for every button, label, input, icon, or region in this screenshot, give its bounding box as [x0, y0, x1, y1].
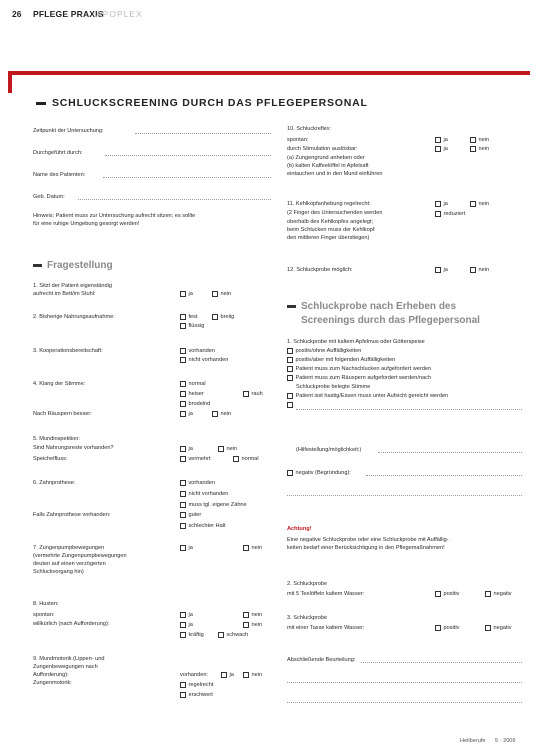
checkbox-icon[interactable]	[243, 622, 249, 628]
beurteilung-line-1[interactable]	[361, 662, 522, 663]
checkbox-icon[interactable]	[287, 393, 293, 399]
probe1-option-4[interactable]: Patient muss zum Räuspern aufgefordert werden/nach	[287, 375, 431, 383]
q11-label-1: 11. Kehlkopfanhebung regelrecht:	[287, 201, 371, 207]
checkbox-icon[interactable]	[180, 456, 186, 462]
checkbox-icon[interactable]	[287, 470, 293, 476]
checkbox-icon[interactable]	[435, 146, 441, 152]
checkbox-icon[interactable]	[180, 348, 186, 354]
checkbox-icon[interactable]	[212, 291, 218, 297]
q3-label: 3. Kooperationsbereitschaft:	[33, 348, 103, 354]
q5-label-1: 5. Mundinspektion:	[33, 436, 80, 442]
checkbox-icon[interactable]	[212, 411, 218, 417]
q10-label-3: durch Stimulation auslösbar:	[287, 146, 358, 152]
q2-fest[interactable]: fest	[180, 314, 198, 322]
checkbox-icon[interactable]	[180, 502, 186, 508]
achtung-text-2: keiten bedarf einer Berücksichtigung in den Pflegemaßnahmen!	[287, 545, 445, 551]
probe-heading	[287, 300, 456, 313]
checkbox-icon[interactable]	[180, 411, 186, 417]
q11-nein[interactable]: nein	[470, 201, 489, 209]
probe1-label: 1. Schluckprobe mit kaltem Apfelmus oder Götterspeise	[287, 339, 425, 345]
q10-nein-spontan[interactable]: nein	[470, 137, 489, 145]
q6-schlecht[interactable]: schlechter Halt	[180, 523, 226, 531]
footer-issue: 5 · 2009	[495, 738, 516, 744]
q10-label-5: (b) kalten Kaffeelöffel in Apfelsaft	[287, 163, 369, 169]
q10-ja-spontan[interactable]: ja	[435, 137, 448, 145]
checkbox-icon[interactable]	[180, 622, 186, 628]
q8-label-3: willkürlich (nach Aufforderung):	[33, 621, 110, 627]
q11-label-3: oberhalb des Kehlkopfes angelegt;	[287, 219, 374, 225]
q6-vorhanden[interactable]: vorhanden	[180, 480, 215, 488]
checkbox-icon[interactable]	[218, 632, 224, 638]
achtung-text-1: Eine negative Schluckprobe oder eine Schluckprobe mit Auffällig-	[287, 537, 449, 543]
checkbox-icon[interactable]	[180, 512, 186, 518]
checkbox-icon[interactable]	[212, 314, 218, 320]
field-patient-label: Name des Patienten:	[33, 172, 86, 178]
checkbox-icon[interactable]	[287, 402, 293, 408]
title-dash	[36, 102, 46, 105]
field-zeitpunkt-label: Zeitpunkt der Untersuchung:	[33, 128, 104, 134]
checkbox-icon[interactable]	[180, 446, 186, 452]
checkbox-icon[interactable]	[180, 314, 186, 320]
checkbox-icon[interactable]	[287, 357, 293, 363]
checkbox-icon[interactable]	[287, 375, 293, 381]
fragestellung-text: Fragestellung	[47, 260, 113, 271]
field-geb-line[interactable]	[78, 199, 271, 200]
checkbox-icon[interactable]	[243, 672, 249, 678]
q11-ja[interactable]: ja	[435, 201, 448, 209]
checkbox-icon[interactable]	[180, 291, 186, 297]
checkbox-icon[interactable]	[180, 401, 186, 407]
q10-ja-stimulation[interactable]: ja	[435, 146, 448, 154]
q8-label-2: spontan:	[33, 612, 55, 618]
q8-schwach[interactable]: schwach	[218, 632, 248, 640]
checkbox-icon[interactable]	[435, 267, 441, 273]
probe1-option-other[interactable]	[287, 402, 296, 410]
checkbox-icon[interactable]	[470, 137, 476, 143]
q10-label-2: spontan:	[287, 137, 309, 143]
negativ-line-2[interactable]	[287, 495, 522, 496]
beurteilung-label: Abschließende Beurteilung:	[287, 657, 356, 663]
checkbox-icon[interactable]	[180, 357, 186, 363]
q1-ja[interactable]: ja	[180, 291, 193, 299]
negativ-line-1[interactable]	[366, 475, 522, 476]
probe1-option-1[interactable]: positiv/ohne Auffälligkeiten	[287, 348, 361, 356]
main-title	[36, 97, 368, 109]
probe-heading-2: Screenings durch das Pflegepersonal	[301, 315, 480, 326]
q4-nach-ja[interactable]: ja	[180, 411, 193, 419]
checkbox-icon[interactable]	[470, 267, 476, 273]
q7-label-1: 7. Zungenpumpbewegungen	[33, 545, 105, 551]
q5-nein[interactable]: nein	[218, 446, 237, 454]
checkbox-icon[interactable]	[287, 366, 293, 372]
q4-nach-label: Nach Räuspern besser:	[33, 411, 92, 417]
checkbox-icon[interactable]	[180, 480, 186, 486]
hinweis-line-1: Hinweis: Patient muss zur Untersuchung aufrecht sitzen; es sollte	[33, 213, 196, 219]
q4-nach-nein[interactable]: nein	[212, 411, 231, 419]
q10-nein-stimulation[interactable]: nein	[470, 146, 489, 154]
q4-label: 4. Klang der Stimme:	[33, 381, 86, 387]
checkbox-icon[interactable]	[180, 523, 186, 529]
q8-kraeftig[interactable]: kräftig	[180, 632, 204, 640]
probe1-option-4b: Schluckprobe belegte Stimme	[296, 384, 371, 390]
q8-label-1: 8. Husten:	[33, 601, 59, 607]
footer-publication: Heilberufe	[460, 738, 486, 744]
q9-label-4: Zungenmotorik:	[33, 680, 72, 686]
q10-label-6: eintauchen und in den Mund einführen	[287, 171, 383, 177]
red-rule-corner	[8, 71, 12, 93]
hilfestellung-line[interactable]	[378, 452, 522, 453]
q9-nein[interactable]: nein	[243, 672, 262, 680]
probe1-other-line[interactable]	[296, 409, 522, 410]
field-durchgefuehrt-line[interactable]	[105, 155, 271, 156]
q1-nein[interactable]: nein	[212, 291, 231, 299]
checkbox-icon[interactable]	[435, 211, 441, 217]
negativ-option[interactable]: negativ (Begründung):	[287, 470, 351, 478]
field-geb-label: Geb. Datum:	[33, 194, 65, 200]
checkbox-icon[interactable]	[180, 323, 186, 329]
fragestellung-heading	[33, 259, 113, 272]
q9-label-1: 9. Mundmotorik (Lippen- und	[33, 656, 105, 662]
probe2-label-1: 2. Schluckprobe	[287, 581, 328, 587]
q8-ja-spontan[interactable]: ja	[180, 612, 193, 620]
q10-label-1: 10. Schluckreflex:	[287, 126, 332, 132]
beurteilung-line-3[interactable]	[287, 702, 522, 703]
q10-label-4: (a) Zungengrund anheben oder	[287, 155, 365, 161]
checkbox-icon[interactable]	[180, 632, 186, 638]
probe1-option-2[interactable]: positiv/aber mit folgenden Auffälligkeiten	[287, 357, 395, 365]
q5-label-2: Sind Nahrungsreste vorhanden?	[33, 445, 114, 451]
checkbox-icon[interactable]	[180, 391, 186, 397]
field-zeitpunkt-line[interactable]	[135, 133, 271, 134]
checkbox-icon[interactable]	[243, 612, 249, 618]
probe3-label-2: mit einer Tasse kaltem Wasser:	[287, 625, 365, 631]
checkbox-icon[interactable]	[485, 591, 491, 597]
hilfestellung-label: (Hilfestellung/möglichkeit:)	[296, 447, 362, 453]
q11-label-5: den mittleren Finger überstiegen)	[287, 235, 370, 241]
checkbox-icon[interactable]	[221, 672, 227, 678]
q1-label-1: 1. Sitzt der Patient eigenständig	[33, 283, 112, 289]
q9-regelrecht[interactable]: regelrecht	[180, 682, 213, 690]
q2-label: 2. Bisherige Nahrungsaufnahme:	[33, 314, 115, 320]
checkbox-icon[interactable]	[243, 545, 249, 551]
hinweis-line-2: für eine ruhige Umgebung gesorgt werden!	[33, 221, 140, 227]
probe3-negativ[interactable]: negativ	[485, 625, 512, 633]
achtung-label: Achtung!	[287, 526, 312, 532]
checkbox-icon[interactable]	[435, 591, 441, 597]
q7-ja[interactable]: ja	[180, 545, 193, 553]
red-rule	[8, 71, 530, 75]
checkbox-icon[interactable]	[180, 381, 186, 387]
q6-falls-label: Falls Zahnprothese vorhanden:	[33, 512, 111, 518]
field-patient-line[interactable]	[103, 177, 271, 178]
checkbox-icon[interactable]	[470, 201, 476, 207]
q3-vorhanden[interactable]: vorhanden	[180, 348, 215, 356]
q9-ja[interactable]: ja	[221, 672, 234, 680]
q9-erschwert[interactable]: erschwert	[180, 692, 213, 700]
q4-heiser[interactable]: heiser	[180, 391, 204, 399]
checkbox-icon[interactable]	[218, 446, 224, 452]
probe1-option-3[interactable]: Patient muss zum Nachschlucken aufgefordert werden	[287, 366, 431, 374]
q9-label-2: Zungenbewegungen nach	[33, 664, 98, 670]
probe2-negativ[interactable]: negativ	[485, 591, 512, 599]
q4-rauh[interactable]: rauh	[243, 391, 263, 399]
checkbox-icon[interactable]	[485, 625, 491, 631]
q4-brodelnd[interactable]: brodelnd	[180, 401, 210, 409]
q2-fluessig[interactable]: flüssig	[180, 323, 204, 331]
field-durchgefuehrt-label: Durchgeführt durch:	[33, 150, 83, 156]
magazine-title: PFLEGE PRAXIS	[33, 9, 104, 19]
checkbox-icon[interactable]	[233, 456, 239, 462]
heading-dash	[287, 305, 296, 308]
q6-label: 6. Zahnprothese:	[33, 480, 76, 486]
q1-label-2: aufrecht im Bett/im Stuhl:	[33, 291, 96, 297]
checkbox-icon[interactable]	[435, 625, 441, 631]
q7-nein[interactable]: nein	[243, 545, 262, 553]
checkbox-icon[interactable]	[470, 146, 476, 152]
q6-guter[interactable]: guter	[180, 512, 201, 520]
checkbox-icon[interactable]	[180, 491, 186, 497]
page-number: 26	[12, 9, 22, 19]
q5-speichel-label: Speichelfluss:	[33, 456, 68, 462]
heading-dash	[33, 264, 42, 267]
q11-label-2: (2 Finger des Untersuchenden werden	[287, 210, 383, 216]
q4-normal[interactable]: normal	[180, 381, 206, 389]
q8-ja-willkuerlich[interactable]: ja	[180, 622, 193, 630]
probe2-label-2: mit 5 Teelöffeln kaltem Wasser:	[287, 591, 365, 597]
q11-label-4: beim Schlucken muss der Kehlkopf	[287, 227, 375, 233]
q9-label-3: Aufforderung):	[33, 672, 69, 678]
checkbox-icon[interactable]	[243, 391, 249, 397]
checkbox-icon[interactable]	[180, 545, 186, 551]
q7-label-4: Schluckvorgang hin)	[33, 569, 84, 575]
probe1-option-5[interactable]: Patient isst hastig/Essen muss unter Aufsicht gereicht werden	[287, 393, 448, 401]
q6-muss[interactable]: muss tgl. eigene Zähne	[180, 502, 247, 510]
q5-ja[interactable]: ja	[180, 446, 193, 454]
checkbox-icon[interactable]	[287, 348, 293, 354]
checkbox-icon[interactable]	[180, 692, 186, 698]
q8-nein-spontan[interactable]: nein	[243, 612, 262, 620]
q5-vermehrt[interactable]: vermehrt	[180, 456, 211, 464]
topic-label: APOPLEX	[96, 9, 143, 19]
probe-heading-1: Schluckprobe nach Erheben des	[301, 301, 457, 312]
probe2-positiv[interactable]: positiv	[435, 591, 459, 599]
q12-nein[interactable]: nein	[470, 267, 489, 275]
checkbox-icon[interactable]	[435, 201, 441, 207]
q12-label: 12. Schluckprobe möglich:	[287, 267, 353, 273]
q7-label-3: deuten auf einen verzögerten	[33, 561, 106, 567]
checkbox-icon[interactable]	[180, 612, 186, 618]
q2-breiig[interactable]: breiig	[212, 314, 234, 322]
q6-nicht[interactable]: nicht vorhanden	[180, 491, 228, 499]
probe3-positiv[interactable]: positiv	[435, 625, 459, 633]
q3-nicht[interactable]: nicht vorhanden	[180, 357, 228, 365]
checkbox-icon[interactable]	[435, 137, 441, 143]
q5-normal[interactable]: normal	[233, 456, 259, 464]
q8-nein-willkuerlich[interactable]: nein	[243, 622, 262, 630]
q9-vorhanden-label: vorhanden:	[180, 672, 208, 678]
main-title-text: SCHLUCKSCREENING DURCH DAS PFLEGEPERSONAL	[52, 97, 368, 109]
q12-ja[interactable]: ja	[435, 267, 448, 275]
beurteilung-line-2[interactable]	[287, 682, 522, 683]
checkbox-icon[interactable]	[180, 682, 186, 688]
q7-label-2: (vermehrte Zungenpumpbewegungen	[33, 553, 127, 559]
probe3-label-1: 3. Schluckprobe	[287, 615, 328, 621]
q11-reduziert[interactable]: reduziert	[435, 211, 465, 219]
